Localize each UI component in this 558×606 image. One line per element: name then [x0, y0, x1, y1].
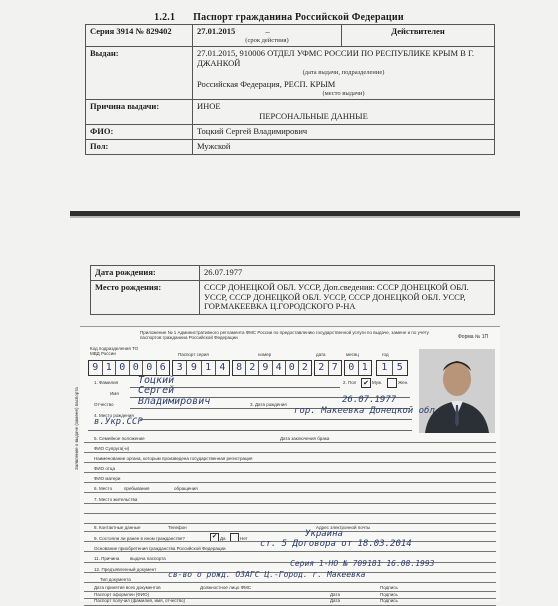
no-label: Нет — [240, 536, 248, 541]
name-label: Имя — [110, 391, 119, 396]
passport-series: Серия 3914 № 829402 — [86, 25, 193, 47]
col-year-label: год — [382, 352, 389, 357]
passport-table — [85, 24, 495, 155]
series-digit: 4 — [219, 362, 226, 373]
issued-cell — [193, 47, 495, 100]
phone-label: Телефон — [168, 525, 187, 530]
day-digit: 7 — [331, 362, 338, 373]
dob-label-form: 3. Дата рождения — [250, 402, 287, 407]
birth-date-value: 26.07.1977 — [200, 266, 495, 281]
date-col-2: Дата — [330, 592, 340, 597]
reason-issue-label: выдача паспорта — [130, 556, 166, 561]
passport-status: Действителен — [342, 25, 495, 47]
section-number: 1.2.1 — [154, 12, 176, 23]
col-day-label: дата — [316, 352, 326, 357]
issued-label: Выдан: — [86, 47, 193, 100]
year-digit: 1 — [377, 361, 393, 375]
number-digit: 4 — [273, 361, 286, 375]
date-col-3: Дата — [330, 598, 340, 603]
number-digit: 9 — [259, 361, 272, 375]
contacts-label: 8. Контактные данные — [94, 525, 141, 530]
code-digit: 0 — [116, 361, 130, 375]
spouse-label: ФИО Супруга(-и) — [94, 446, 130, 451]
code-digit: 9 — [89, 361, 103, 375]
birth-date-label: Дата рождения: — [91, 266, 200, 281]
pob-line-2 — [88, 420, 412, 431]
sex-label: Пол: — [86, 139, 193, 154]
accept-date-label: Дата принятия всех документов — [94, 585, 161, 590]
patronymic-value: Владимирович — [138, 396, 211, 407]
yes-label: Да — [220, 536, 226, 541]
series-digit: 1 — [202, 361, 216, 375]
organ-label: Наименование органа, которым произведена государственная регистрация — [94, 456, 253, 461]
form-1p-scan — [80, 326, 500, 601]
patronymic-label: Отчество — [94, 402, 114, 407]
code-digit: 0 — [143, 361, 157, 375]
year-cells — [376, 360, 408, 376]
pob-label-form: 4. Место рождения — [94, 413, 134, 418]
side-caption: Заявление о выдаче (замене) паспорта — [74, 387, 79, 470]
col-number-label: номер — [258, 352, 272, 357]
month-cells — [344, 360, 372, 376]
fio-value: Тоцкий Сергей Владимирович — [193, 125, 495, 140]
pob-line — [140, 409, 412, 420]
sign-col-3: Подпись — [380, 598, 398, 603]
series-digit: 3 — [173, 361, 187, 375]
yes-checkbox: ✔ — [211, 534, 218, 540]
section-title — [0, 12, 558, 23]
document-label: 12. Предъявленный документ — [94, 567, 157, 572]
row-divider — [84, 482, 496, 493]
officer-label: Должностное лицо ФМС — [200, 585, 252, 590]
row-divider — [84, 595, 496, 606]
valid-date-cell — [193, 25, 342, 47]
code-cells — [88, 360, 170, 376]
sign-col-1: Подпись — [380, 585, 398, 590]
mother-label: ФИО матери — [94, 476, 121, 481]
issued-value: 27.01.2015, 910006 ОТДЕЛ УФМС РОССИИ ПО РЕСПУБЛИКЕ КРЫМ В Г. ДЖАНКОЙ — [197, 48, 475, 68]
doc-type-label: Тип документа — [100, 577, 131, 582]
basis-value: ст. 5 Договора от 18.03.2014 — [260, 539, 412, 549]
surname-value: Тоцкий — [138, 375, 175, 386]
col-code-label: Код подразделения ТО МВД России — [90, 346, 139, 356]
citizenship-label: 9. Состояли ли ранее в ином гражданстве? — [94, 536, 185, 541]
doc-type-value: св-во о рожд. ОЗАГС Ц.-Город. г. Макеевка — [168, 570, 366, 579]
number-digit: 2 — [301, 362, 308, 373]
number-digit: 8 — [233, 361, 246, 375]
issued-by-label: Паспорт оформлен (ФИО) — [94, 592, 149, 597]
day-digit: 2 — [315, 361, 329, 375]
reason-cell — [193, 100, 495, 125]
reason-value: ИНОЕ — [197, 101, 221, 112]
pob-value-form: гор. Макеевка Донецкой обл. — [294, 406, 441, 416]
sex-label-form: 2. Пол — [343, 380, 357, 385]
month-digit: 1 — [361, 362, 368, 373]
valid-dash: – — [265, 26, 270, 36]
number-digit: 0 — [286, 361, 299, 375]
female-label: Жен. — [398, 380, 409, 385]
col-month-label: месяц — [346, 352, 359, 357]
birth-place-value: СССР ДОНЕЦКОЙ ОБЛ. УССР, Доп.сведения: СССР ДОНЕЦКОЙ ОБЛ. УССР, СССР ДОНЕЦКОЙ ОБЛ. УССР, СССР ДОНЕЦКОЙ ОБЛ. УССР, ГОР.МАКЕЕВКА Ц.ГОРОДСКОГО Р-НА — [200, 280, 495, 314]
issued-caption: (дата выдачи, подразделение) — [302, 68, 385, 76]
stay-label: пребывания — [124, 486, 150, 491]
marital-label: 5. Семейное положение — [94, 436, 145, 441]
portrait-image — [419, 349, 495, 433]
birth-place-label: Место рождения: — [91, 280, 200, 314]
appeal-label: обращения — [174, 486, 198, 491]
valid-caption: (срок действия) — [245, 36, 289, 44]
surname-label: 1. Фамилия — [94, 380, 119, 385]
citizenship-value: Украина — [305, 529, 343, 539]
number-digit: 2 — [246, 361, 259, 375]
page-divider-light — [70, 216, 520, 218]
fio-label: ФИО: — [86, 125, 193, 140]
birth-table — [90, 265, 495, 315]
year-digit: 5 — [396, 362, 403, 373]
male-label: Муж. — [372, 380, 383, 385]
reason-label: Причина выдачи: — [86, 100, 193, 125]
valid-date: 27.01.2015 — [197, 26, 236, 36]
male-checkbox: ✔ — [361, 378, 371, 388]
personal-heading: ПЕРСОНАЛЬНЫЕ ДАННЫЕ — [259, 111, 368, 122]
document-value: Серия 1-НО № 709181 16.08.1993 — [290, 559, 435, 568]
stay-place-label: 6. Место — [94, 486, 113, 491]
col-series-label: Паспорт серия — [178, 352, 209, 357]
form-header-note: Приложение № 1 Административного регламента ФМС России по предоставлению государственной услуги по выдаче, замене и по учету паспортов гражданина Российской Федерации — [140, 330, 429, 340]
series-cells — [172, 360, 230, 376]
basis-label: Основание приобретения гражданства Российской Федерации — [94, 546, 226, 551]
applicant-photo — [419, 349, 495, 433]
section-heading: Паспорт гражданина Российской Федерации — [193, 12, 404, 23]
marriage-date-label: Дата заключения брака — [280, 436, 330, 441]
code-digit: 0 — [130, 361, 144, 375]
code-digit: 6 — [159, 362, 166, 373]
row-divider — [84, 541, 496, 552]
dob-value-form: 26.07.1977 — [342, 395, 397, 405]
father-label: ФИО отца — [94, 466, 115, 471]
series-digit: 9 — [187, 361, 201, 375]
sex-value: Мужской — [193, 139, 495, 154]
reason-label-form: 11. Причина — [94, 556, 120, 561]
day-cells — [314, 360, 342, 376]
email-label: Адрес электронной почты — [316, 525, 371, 530]
residence-label: 7. Место жительства — [94, 497, 138, 502]
form-number: Форма № 1П — [458, 334, 489, 340]
sign-col-2: Подпись — [380, 592, 398, 597]
number-cells — [232, 360, 312, 376]
month-digit: 0 — [345, 361, 359, 375]
issue-place: Российская Федерация, РЕСП. КРЫМ — [197, 79, 336, 90]
code-digit: 1 — [103, 361, 117, 375]
name-value: Сергей — [138, 385, 175, 396]
issue-place-caption: (место выдачи) — [322, 90, 365, 97]
pob-value-form-2: в.Укр.ССР — [94, 417, 143, 427]
received-label: Паспорт получил (фамилия, имя, отчество) — [94, 598, 185, 603]
